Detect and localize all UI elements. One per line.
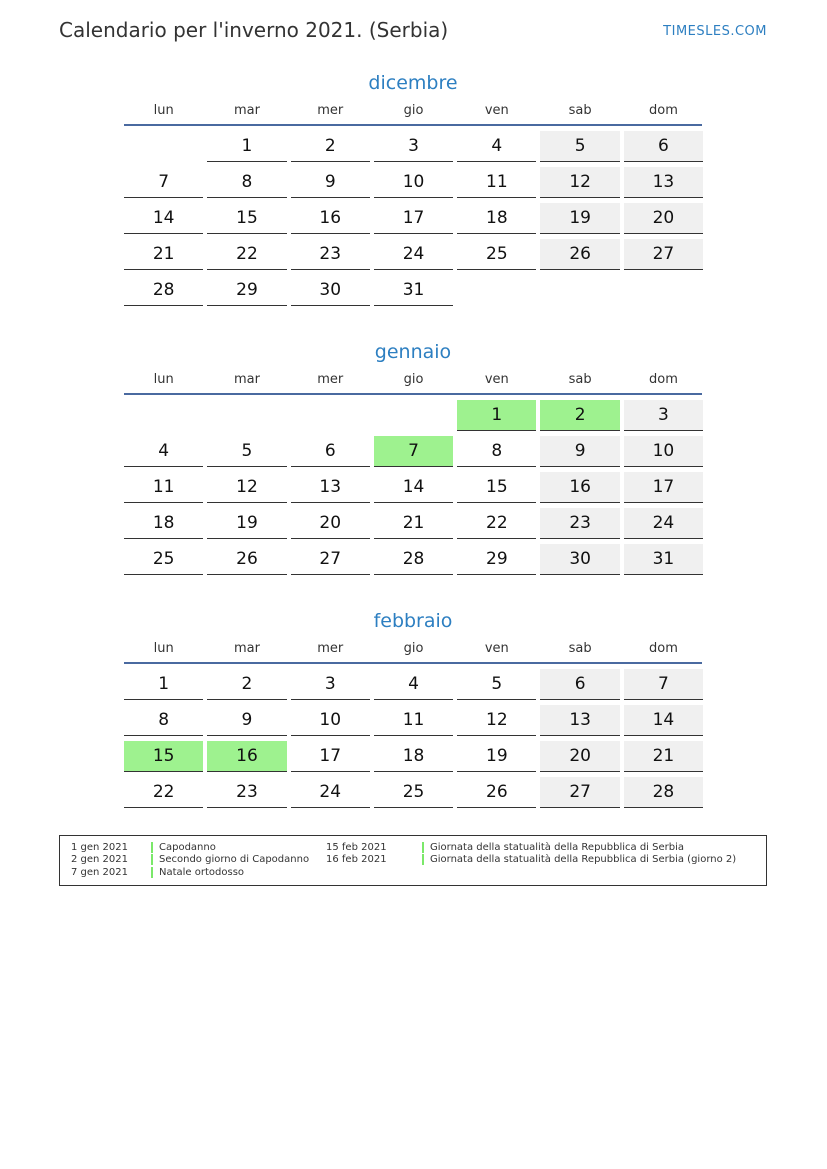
day-cell: 10 (374, 167, 453, 198)
weekday-label: dom (648, 641, 678, 656)
empty-cell (457, 275, 536, 305)
day-cell: 26 (207, 544, 286, 575)
day-cell: 4 (124, 436, 203, 467)
day-cell: 3 (624, 400, 703, 431)
weekday-label: mar (233, 103, 260, 118)
day-cell: 16 (540, 472, 619, 503)
empty-cell (540, 275, 619, 305)
weekday-label: lun (153, 641, 174, 656)
empty-cell (374, 400, 453, 430)
day-cell: 2 (207, 669, 286, 700)
weekday-label: sab (568, 372, 592, 387)
month-name: dicembre (368, 72, 458, 94)
day-cell: 9 (540, 436, 619, 467)
empty-cell (624, 275, 703, 305)
day-cell: 11 (457, 167, 536, 198)
legend-marker (151, 867, 153, 878)
day-cell: 14 (374, 472, 453, 503)
day-cell: 1 (124, 669, 203, 700)
day-cell: 2 (291, 131, 370, 162)
day-cell: 9 (207, 705, 286, 736)
day-cell: 18 (124, 508, 203, 539)
day-cell: 11 (124, 472, 203, 503)
weekday-label: mar (233, 372, 260, 387)
day-cell: 5 (457, 669, 536, 700)
day-cell: 22 (457, 508, 536, 539)
day-cell: 24 (624, 508, 703, 539)
month-december (122, 69, 704, 309)
day-cell: 20 (540, 741, 619, 772)
legend-item (71, 842, 331, 854)
header-rule (124, 393, 702, 395)
day-cell: 27 (540, 777, 619, 808)
day-cell: 27 (291, 544, 370, 575)
day-cell: 19 (457, 741, 536, 772)
day-cell: 15 (207, 203, 286, 234)
weekday-label: mar (233, 641, 260, 656)
day-cell: 10 (291, 705, 370, 736)
day-cell: 17 (374, 203, 453, 234)
day-cell: 20 (291, 508, 370, 539)
day-cell: 23 (207, 777, 286, 808)
day-cell: 8 (207, 167, 286, 198)
weekday-label: mer (317, 641, 344, 656)
day-cell: 26 (540, 239, 619, 270)
day-cell: 7 (624, 669, 703, 700)
day-cell: 28 (374, 544, 453, 575)
legend-name: Secondo giorno di Capodanno (159, 854, 310, 865)
day-cell: 17 (291, 741, 370, 772)
day-cell: 12 (457, 705, 536, 736)
day-cell: 26 (457, 777, 536, 808)
day-cell: 1 (207, 131, 286, 162)
day-cell: 14 (124, 203, 203, 234)
site-link[interactable]: TIMESLES.COM (663, 24, 767, 39)
weekday-label: gio (403, 372, 424, 387)
day-cell: 25 (457, 239, 536, 270)
weekday-label: dom (648, 103, 678, 118)
holiday-day-cell: 15 (124, 741, 203, 772)
legend-item (71, 854, 331, 866)
holiday-day-cell: 1 (457, 400, 536, 431)
day-cell: 21 (124, 239, 203, 270)
day-cell: 25 (374, 777, 453, 808)
day-cell: 28 (124, 275, 203, 306)
empty-cell (207, 400, 286, 430)
weekday-label: lun (153, 372, 174, 387)
empty-cell (291, 400, 370, 430)
day-cell: 4 (457, 131, 536, 162)
day-cell: 14 (624, 705, 703, 736)
legend-marker (151, 842, 153, 853)
day-grid (122, 667, 704, 811)
holiday-day-cell: 7 (374, 436, 453, 467)
legend-marker (422, 842, 424, 853)
holiday-legend (59, 835, 767, 886)
legend-date: 16 feb 2021 (326, 854, 387, 865)
month-january (122, 338, 704, 578)
day-cell: 25 (124, 544, 203, 575)
holiday-day-cell: 2 (540, 400, 619, 431)
day-cell: 5 (207, 436, 286, 467)
day-cell: 24 (291, 777, 370, 808)
weekday-label: gio (403, 103, 424, 118)
day-cell: 13 (624, 167, 703, 198)
month-name: febbraio (373, 610, 453, 632)
day-cell: 21 (374, 508, 453, 539)
day-cell: 6 (540, 669, 619, 700)
day-cell: 6 (291, 436, 370, 467)
day-cell: 31 (374, 275, 453, 306)
header-rule (124, 124, 702, 126)
day-cell: 22 (207, 239, 286, 270)
day-cell: 3 (291, 669, 370, 700)
day-cell: 16 (291, 203, 370, 234)
legend-marker (151, 854, 153, 865)
day-cell: 29 (457, 544, 536, 575)
legend-date: 2 gen 2021 (71, 854, 129, 865)
month-february (122, 607, 704, 811)
legend-item (326, 842, 756, 854)
day-grid (122, 398, 704, 578)
day-cell: 7 (124, 167, 203, 198)
weekday-label: sab (568, 103, 592, 118)
day-cell: 9 (291, 167, 370, 198)
weekday-label: lun (153, 103, 174, 118)
empty-cell (124, 131, 203, 161)
day-cell: 12 (207, 472, 286, 503)
legend-date: 1 gen 2021 (71, 842, 129, 853)
day-cell: 21 (624, 741, 703, 772)
day-cell: 11 (374, 705, 453, 736)
day-cell: 13 (291, 472, 370, 503)
day-cell: 3 (374, 131, 453, 162)
legend-date: 15 feb 2021 (326, 842, 387, 853)
legend-date: 7 gen 2021 (71, 867, 129, 878)
day-cell: 19 (540, 203, 619, 234)
weekday-label: ven (484, 372, 509, 387)
day-cell: 24 (374, 239, 453, 270)
day-cell: 29 (207, 275, 286, 306)
day-cell: 22 (124, 777, 203, 808)
day-cell: 10 (624, 436, 703, 467)
header-rule (124, 662, 702, 664)
day-cell: 30 (540, 544, 619, 575)
legend-name: Natale ortodosso (159, 867, 245, 878)
day-cell: 8 (124, 705, 203, 736)
day-cell: 6 (624, 131, 703, 162)
day-cell: 8 (457, 436, 536, 467)
empty-cell (124, 400, 203, 430)
page-title: Calendario per l'inverno 2021. (Serbia) (59, 18, 449, 42)
weekday-label: mer (317, 103, 344, 118)
day-grid (122, 129, 704, 309)
day-cell: 23 (291, 239, 370, 270)
day-cell: 27 (624, 239, 703, 270)
weekday-label: sab (568, 641, 592, 656)
day-cell: 23 (540, 508, 619, 539)
day-cell: 4 (374, 669, 453, 700)
day-cell: 31 (624, 544, 703, 575)
weekday-label: gio (403, 641, 424, 656)
day-cell: 12 (540, 167, 619, 198)
month-name: gennaio (374, 341, 452, 363)
day-cell: 19 (207, 508, 286, 539)
day-cell: 30 (291, 275, 370, 306)
holiday-day-cell: 16 (207, 741, 286, 772)
weekday-label: mer (317, 372, 344, 387)
day-cell: 28 (624, 777, 703, 808)
legend-marker (422, 854, 424, 865)
legend-item (71, 867, 331, 879)
legend-name: Capodanno (159, 842, 216, 853)
weekday-label: ven (484, 103, 509, 118)
weekday-label: dom (648, 372, 678, 387)
day-cell: 17 (624, 472, 703, 503)
day-cell: 15 (457, 472, 536, 503)
legend-item (326, 854, 756, 866)
day-cell: 5 (540, 131, 619, 162)
day-cell: 20 (624, 203, 703, 234)
day-cell: 18 (457, 203, 536, 234)
weekday-label: ven (484, 641, 509, 656)
legend-name: Giornata della statualità della Repubblica di Serbia (430, 842, 684, 853)
legend-name: Giornata della statualità della Repubblica di Serbia (giorno 2) (430, 854, 737, 865)
day-cell: 13 (540, 705, 619, 736)
day-cell: 18 (374, 741, 453, 772)
